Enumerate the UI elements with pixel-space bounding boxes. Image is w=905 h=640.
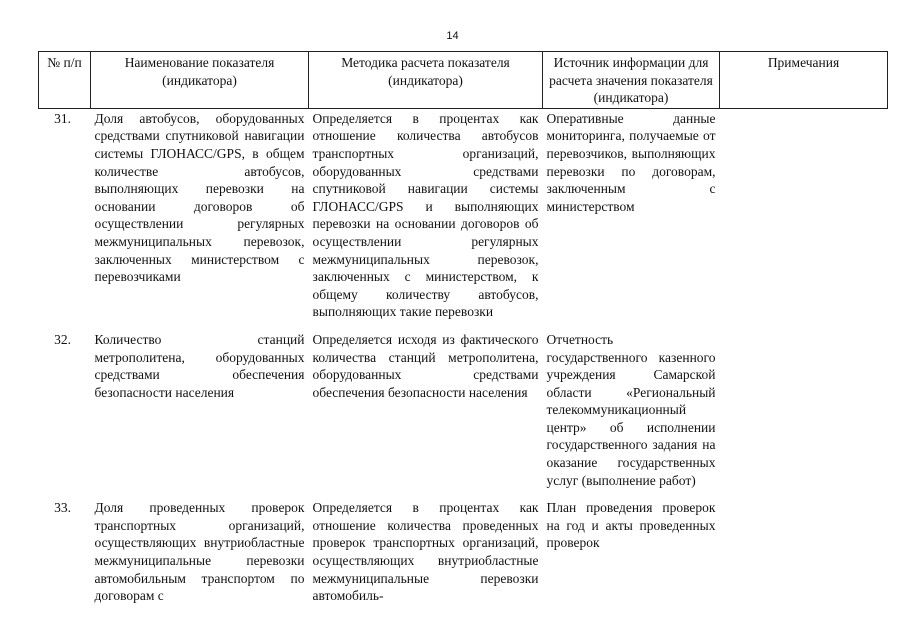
header-notes: Примечания — [720, 52, 888, 109]
row-number: 32. — [54, 331, 71, 347]
notes-cell — [720, 331, 888, 499]
calculation-method: Определяется исходя из фактического количества станций метрополитена, оборудованных средствами обеспечения безопасности населения — [312, 331, 539, 400]
page-number: 14 — [446, 30, 459, 42]
calculation-method: Определяется в процентах как отношение количества проведенных проверок транспортных организаций, осуществляющих внутриобластные межмуниципальные перевозки автомобиль- — [312, 500, 539, 604]
indicator-name: Доля проведенных проверок транспортных организаций, осуществляющих внутриобластные межмуниципальные перевозки автомобильным транспортом по договорам с — [94, 500, 305, 604]
calculation-method: Определяется в процентах как отношение количества автобусов транспортных организаций, оборудованных средствами спутниковой навигации системы ГЛОНАСС/GPS и выполняющих перевозки на основании договоров об осуществлении регулярных межмуниципальных перевозок, заключенных с министерством, к общему количеству автобусов, выполняющих такие перевозки — [312, 110, 539, 320]
table-row — [39, 499, 888, 605]
table-row — [39, 108, 888, 331]
table-header-row — [39, 52, 888, 109]
indicator-table — [38, 51, 888, 605]
row-number: 33. — [54, 500, 71, 516]
row-number: 31. — [54, 110, 71, 126]
indicator-name: Количество станций метрополитена, оборудованных средствами обеспечения безопасности населения — [94, 331, 305, 400]
header-information-source: Источник информации для расчета значения показателя (индикатора) — [543, 52, 720, 109]
indicator-name: Доля автобусов, оборудованных средствами спутниковой навигации системы ГЛОНАСС/GPS, в общем количестве автобусов, выполняющих перевозки на основании договоров об осуществлении регулярных межмуниципальных перевозок, заключенных министерством с перевозчиками — [94, 110, 305, 285]
header-calculation-method: Методика расчета показателя (индикатора) — [309, 52, 543, 109]
information-source: Отчетность государственного казенного учреждения Самарской области «Региональный телекоммуникационный центр» об исполнении государственного задания на оказание государственных услуг (выполнение работ) — [546, 331, 716, 488]
table-row — [39, 331, 888, 499]
information-source: Оперативные данные мониторинга, получаемые от перевозчиков, выполняющих перевозки по договорам, заключенным с министерством — [546, 110, 716, 214]
notes-cell — [720, 108, 888, 331]
notes-cell — [720, 499, 888, 605]
information-source: План проведения проверок на год и акты проведенных проверок — [546, 500, 716, 551]
header-indicator-name: Наименование показателя (индикатора) — [91, 52, 309, 109]
header-number: № п/п — [39, 52, 91, 109]
